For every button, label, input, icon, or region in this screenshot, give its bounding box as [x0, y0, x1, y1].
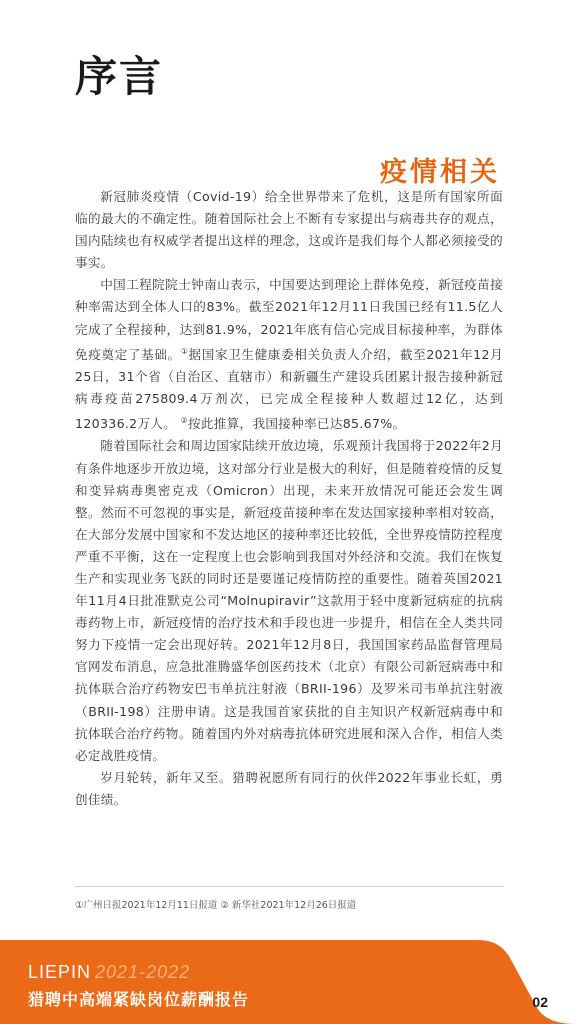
report-years: 2021-2022 — [95, 962, 191, 982]
body-text — [75, 186, 503, 811]
paragraph-4: 岁月轮转，新年又至。猎聘祝愿所有同行的伙伴2022年事业长虹，勇创佳绩。 — [75, 769, 503, 807]
footnote-ref-1: ① — [180, 346, 189, 356]
paragraph-1: 新冠肺炎疫情（Covid-19）给全世界带来了危机，这是所有国家所面临的最大的不确定性。随着国际社会上不断有专家提出与病毒共存的观点，国内陆续也有权威学者提出这样的理念，这或许是我们每个人都必须接受的事实。 — [75, 189, 503, 271]
brand-logo: LIEPIN 2021-2022 — [28, 962, 191, 982]
page-title: 序言 — [75, 52, 164, 101]
section-heading: 疫情相关 — [380, 157, 500, 188]
page-number: 02 — [532, 994, 548, 1010]
paragraph-2: 中国工程院院士钟南山表示，中国要达到理论上群体免疫，新冠疫苗接种率需达到全体人口的83%。截至2021年12月11日我国已经有11.5亿人完成了全程接种，达到81.9%，2021年底有信心完成目标接种率，为群体免疫奠定了基础。①据国家卫生健康委相关负责人介绍，截至2021年12月25日，31个省（自治区、直辖市）和新疆生产建设兵团累计报告接种新冠病毒疫苗275809.4万剂次，已完成全程接种人数超过12亿，达到120336.2万人。 ②按此推算，我国接种率已达85.67%。 — [75, 277, 503, 432]
footnote-divider — [75, 886, 503, 887]
footnote-ref-2: ② — [180, 416, 188, 426]
paragraph-3: 随着国际社会和周边国家陆续开放边境，乐观预计我国将于2022年2月有条件地逐步开放边境，这对部分行业是极大的利好，但是随着疫情的反复和变异病毒奥密克戎（Omicron）出现，未来开放情况可能还会发生调整。然而不可忽视的事实是，新冠疫苗接种率在发达国家接种率相对较高，在大部分发展中国家和不发达地区的接种率还比较低，全世界疫情防控程度严重不平衡，这在一定程度上也会影响到我国对外经济和交流。我们在恢复生产和实现业务飞跃的同时还是要谨记疫情防控的重要性。随着英国2021年11月4日批准默克公司“Molnupiravir”这款用于轻中度新冠病症的抗病毒药物上市，新冠疫情的治疗技术和手段也进一步提升，相信在全人类共同努力下疫情一定会出现好转。2021年12月8日，我国国家药品监督管理局官网发布消息，应急批准腾盛华创医药技术（北京）有限公司新冠病毒中和抗体联合治疗药物安巴韦单抗注射液（BRII-196）及罗米司韦单抗注射液（BRII-198）注册申请。这是我国首家获批的自主知识产权新冠病毒中和抗体联合治疗药物。随着国内外对病毒抗体研究进展和深入合作，相信人类必定战胜疫情。 — [75, 438, 503, 763]
report-title: 猎聘中高端紧缺岗位薪酬报告 — [28, 990, 250, 1009]
footnote: ①广州日报2021年12月11日报道 ② 新华社2021年12月26日报道 — [75, 900, 357, 911]
